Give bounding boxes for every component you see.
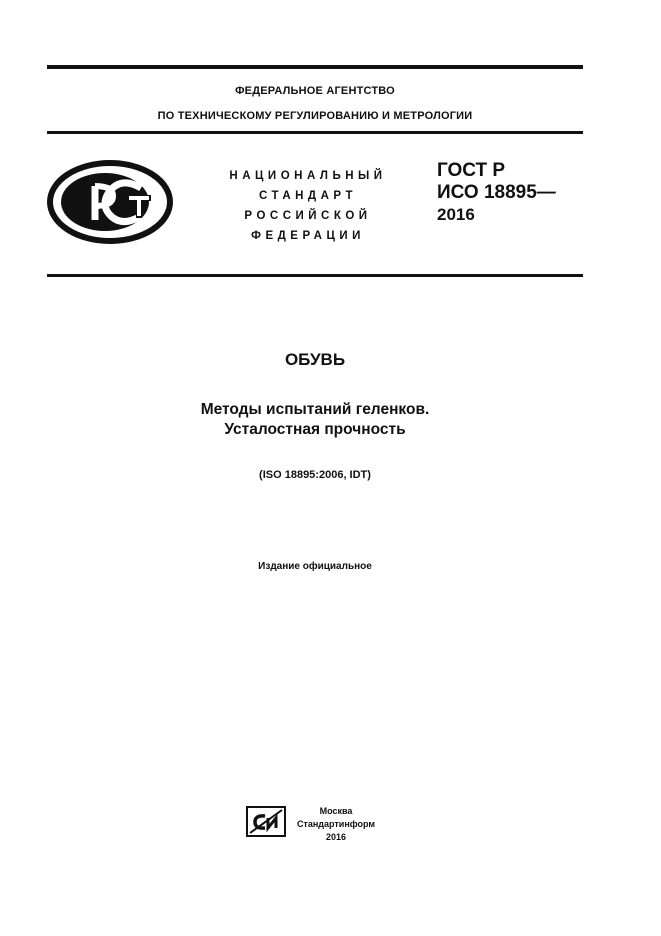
rst-certification-mark-icon <box>47 160 173 244</box>
publisher-info <box>295 805 377 844</box>
standard-designation-year: 2016 <box>437 205 475 224</box>
national-standard-line: ФЕДЕРАЦИИ <box>251 230 365 242</box>
document-subtitle <box>0 400 630 440</box>
agency-name-line1: ФЕДЕРАЛЬНОЕ АГЕНТСТВО <box>235 85 395 97</box>
standard-designation-line2: ИСО 18895— <box>437 182 556 203</box>
document-subtitle-line1: Методы испытаний геленков. <box>200 401 430 418</box>
publisher-year: 2016 <box>325 832 347 842</box>
iso-reference: (ISO 18895:2006, IDT) <box>259 469 371 481</box>
national-standard-line: РОССИЙСКОЙ <box>244 210 372 222</box>
document-title: ОБУВЬ <box>284 350 346 369</box>
national-standard-line: СТАНДАРТ <box>259 190 357 202</box>
publisher-city: Москва <box>319 806 353 816</box>
agency-name-line2: ПО ТЕХНИЧЕСКОМУ РЕГУЛИРОВАНИЮ И МЕТРОЛОГИИ <box>157 110 473 122</box>
national-standard-line: НАЦИОНАЛЬНЫЙ <box>229 170 387 182</box>
edition-note: Издание официальное <box>258 561 372 572</box>
publisher-name: Стандартинформ <box>296 819 376 829</box>
standard-designation <box>437 160 556 226</box>
document-subtitle-line2: Усталостная прочность <box>224 421 406 438</box>
standard-designation-line1: ГОСТ Р <box>437 160 506 181</box>
national-standard-label <box>208 166 408 246</box>
top-rule <box>47 65 583 69</box>
standartinform-logo-icon <box>246 806 286 837</box>
middle-rule <box>47 131 583 134</box>
bottom-rule <box>47 274 583 277</box>
